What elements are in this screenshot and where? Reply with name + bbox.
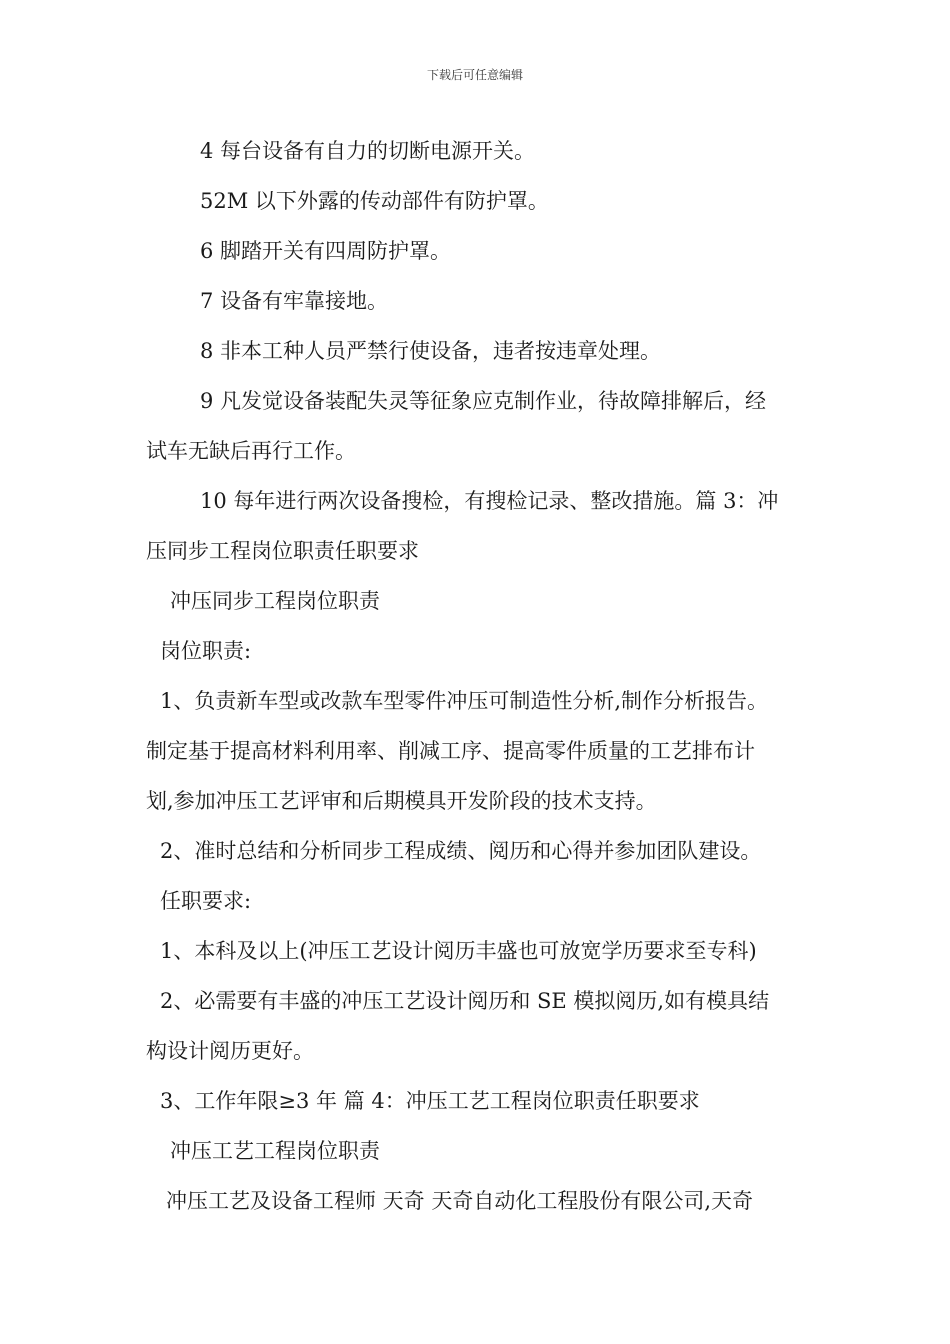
- text-line: 试车无缺后再行工作。: [146, 439, 356, 463]
- text-line: 压同步工程岗位职责任职要求: [146, 539, 419, 563]
- text-line: 任职要求:: [160, 889, 252, 913]
- text-line: 9 凡发觉设备装配失灵等征象应克制作业，待故障排解后，经: [200, 389, 767, 413]
- text-line: 划,参加冲压工艺评审和后期模具开发阶段的技术支持。: [146, 789, 657, 813]
- text-line: 1、本科及以上(冲压工艺设计阅历丰盛也可放宽学历要求至专科): [160, 939, 757, 963]
- section-heading: 冲压工艺工程岗位职责: [170, 1139, 380, 1163]
- text-line: 7 设备有牢靠接地。: [200, 289, 389, 313]
- text-line: 1、负责新车型或改款车型零件冲压可制造性分析,制作分析报告。: [160, 689, 769, 713]
- text-line: 2、准时总结和分析同步工程成绩、阅历和心得并参加团队建设。: [160, 839, 762, 863]
- text-line: 4 每台设备有自力的切断电源开关。: [200, 139, 536, 163]
- text-line: 冲压工艺及设备工程师 天奇 天奇自动化工程股份有限公司,天奇: [166, 1189, 754, 1213]
- text-line: 52M 以下外露的传动部件有防护罩。: [200, 189, 549, 213]
- text-line: 2、必需要有丰盛的冲压工艺设计阅历和 SE 模拟阅历,如有模具结: [160, 989, 770, 1013]
- section-heading: 冲压同步工程岗位职责: [170, 589, 380, 613]
- page-header: 下载后可任意编辑: [426, 68, 523, 82]
- text-line: 岗位职责:: [160, 639, 252, 663]
- text-line: 8 非本工种人员严禁行使设备，违者按违章处理。: [200, 339, 662, 363]
- text-line: 构设计阅历更好。: [146, 1039, 314, 1063]
- text-line: 10 每年进行两次设备搜检，有搜检记录、整改措施。篇 3：冲: [200, 489, 779, 513]
- text-line: 6 脚踏开关有四周防护罩。: [200, 239, 452, 263]
- text-line: 制定基于提高材料利用率、削减工序、提高零件质量的工艺排布计: [146, 739, 755, 763]
- text-line: 3、工作年限≥3 年 篇 4：冲压工艺工程岗位职责任职要求: [160, 1089, 700, 1113]
